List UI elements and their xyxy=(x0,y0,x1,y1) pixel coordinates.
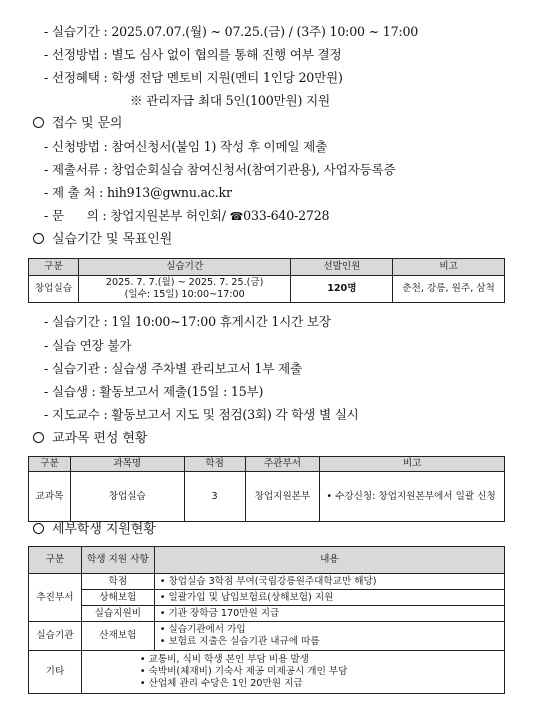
table-header-cell: 실습기간 xyxy=(78,259,291,276)
table-row xyxy=(29,622,505,651)
submit-to-line: - 제 출 처 : hih913@gwnu.ac.kr xyxy=(44,185,232,200)
support-heading xyxy=(33,522,156,538)
support-content-line: • 산업체 관리 수당은 1인 20만원 지급 xyxy=(139,678,303,689)
table-header-row xyxy=(29,457,505,472)
support-item-cell: 학점 xyxy=(81,574,154,590)
support-item-cell: 실습지원비 xyxy=(81,606,154,622)
period-bullet: - 실습 연장 불가 xyxy=(44,338,132,353)
period-category-cell: 창업실습 xyxy=(29,276,79,303)
program-period-line: - 실습기간 : 2025.07.07.(월) ~ 07.25.(금) / (3주) 10:00 ~ 17:00 xyxy=(44,24,419,39)
period-bullet: - 지도교수 : 활동보고서 지도 및 점검(3회) 각 학생 별 실시 xyxy=(44,407,359,422)
selection-benefit-line: - 선정혜택 : 학생 전담 멘토비 지원(멘티 1인당 20만원) xyxy=(44,70,343,85)
table-header-cell: 비고 xyxy=(393,259,505,276)
support-category-cell: 추진부서 xyxy=(29,574,82,622)
apply-documents-line: - 제출서류 : 창업순회실습 참여신청서(참여기관용), 사업자등록증 xyxy=(44,162,396,177)
table-row xyxy=(29,590,505,606)
table-row xyxy=(29,472,505,522)
circle-bullet-icon xyxy=(33,233,44,244)
support-content-cell xyxy=(81,651,504,694)
inquiry-phone: 033-640-2728 xyxy=(243,208,330,223)
support-content-line: • 숙박비(체재비) 기숙사 제공 미제공시 개인 부담 xyxy=(139,666,348,677)
period-note-cell: 춘천, 강릉, 원주, 삼척 xyxy=(393,276,505,303)
circle-bullet-icon xyxy=(33,523,44,534)
support-category-cell: 실습기관 xyxy=(29,622,82,651)
circle-bullet-icon xyxy=(33,117,44,128)
inquiry-line xyxy=(44,208,329,225)
period-heading-text: 실습기간 및 목표인원 xyxy=(52,232,173,247)
table-header-cell: 과목명 xyxy=(70,457,184,472)
table-row xyxy=(29,606,505,622)
period-heading xyxy=(33,232,172,248)
table-header-cell: 학생 지원 사항 xyxy=(81,547,154,574)
table-row xyxy=(29,574,505,590)
apply-heading xyxy=(33,116,122,132)
period-dates-line1: 2025. 7. 7.(월) ~ 2025. 7. 25.(금) xyxy=(105,277,264,288)
selection-method-line: - 선정방법 : 별도 심사 없이 협의를 통해 진행 여부 결정 xyxy=(44,47,342,62)
table-row xyxy=(29,276,505,303)
support-item-cell: 상해보험 xyxy=(81,590,154,606)
period-dates-cell xyxy=(78,276,291,303)
period-bullet: - 실습생 : 활동보고서 제출(15일 : 15부) xyxy=(44,384,264,399)
support-content-cell xyxy=(154,622,504,651)
apply-method-line: - 신청방법 : 참여신청서(붙임 1) 작성 후 이메일 제출 xyxy=(44,139,328,154)
period-count-cell: 120명 xyxy=(291,276,393,303)
support-table xyxy=(28,546,505,694)
support-category-cell: 기타 xyxy=(29,651,82,694)
circle-bullet-icon xyxy=(33,432,44,443)
table-cell: 교과목 xyxy=(29,472,71,522)
support-content-cell: • 기관 장학금 170만원 지급 xyxy=(154,606,504,622)
period-dates-line2: (일수: 15일) 10:00~17:00 xyxy=(124,289,245,300)
table-header-cell: 비고 xyxy=(320,457,505,472)
table-header-cell: 주관부서 xyxy=(245,457,320,472)
table-header-cell: 구분 xyxy=(29,457,71,472)
support-content-cell: • 일괄가입 및 납입보험료(상해보험) 지원 xyxy=(154,590,504,606)
phone-icon: ☎ xyxy=(229,210,244,223)
period-table xyxy=(28,258,505,303)
table-header-cell: 구분 xyxy=(29,547,82,574)
table-header-row xyxy=(29,547,505,574)
table-header-cell: 선발인원 xyxy=(291,259,393,276)
table-header-row xyxy=(29,259,505,276)
period-bullet: - 실습기간 : 1일 10:00~17:00 휴게시간 1시간 보장 xyxy=(44,314,331,329)
support-item-cell: 산재보험 xyxy=(81,622,154,651)
courses-heading-text: 교과목 편성 현황 xyxy=(52,431,148,446)
support-content-line: • 실습기관에서 가입 xyxy=(159,624,246,635)
period-bullet: - 실습기관 : 실습생 주차별 관리보고서 1부 제출 xyxy=(44,361,302,376)
support-heading-text: 세부학생 지원현황 xyxy=(52,522,156,537)
table-header-cell: 구분 xyxy=(29,259,79,276)
courses-table xyxy=(28,456,505,522)
table-row xyxy=(29,651,505,694)
table-header-cell: 내용 xyxy=(154,547,504,574)
table-cell: 창업지원본부 xyxy=(245,472,320,522)
courses-heading xyxy=(33,431,147,447)
table-cell: 3 xyxy=(184,472,245,522)
table-cell: • 수강신청: 창업지원본부에서 일괄 신청 xyxy=(320,472,505,522)
support-content-line: • 교통비, 식비 학생 본인 부담 비용 발생 xyxy=(139,654,309,665)
benefit-note-line: ※ 관리자급 최대 5인(100만원) 지원 xyxy=(130,93,330,108)
apply-heading-text: 접수 및 문의 xyxy=(52,116,123,131)
support-content-line: • 보험료 지출은 실습기관 내규에 따름 xyxy=(159,636,320,647)
table-header-cell: 학점 xyxy=(184,457,245,472)
support-content-cell: • 창업실습 3학점 부여(국립강릉원주대학교만 해당) xyxy=(154,574,504,590)
inquiry-prefix: - 문 의 : 창업지원본부 허인회/ xyxy=(44,208,230,223)
table-cell: 창업실습 xyxy=(70,472,184,522)
